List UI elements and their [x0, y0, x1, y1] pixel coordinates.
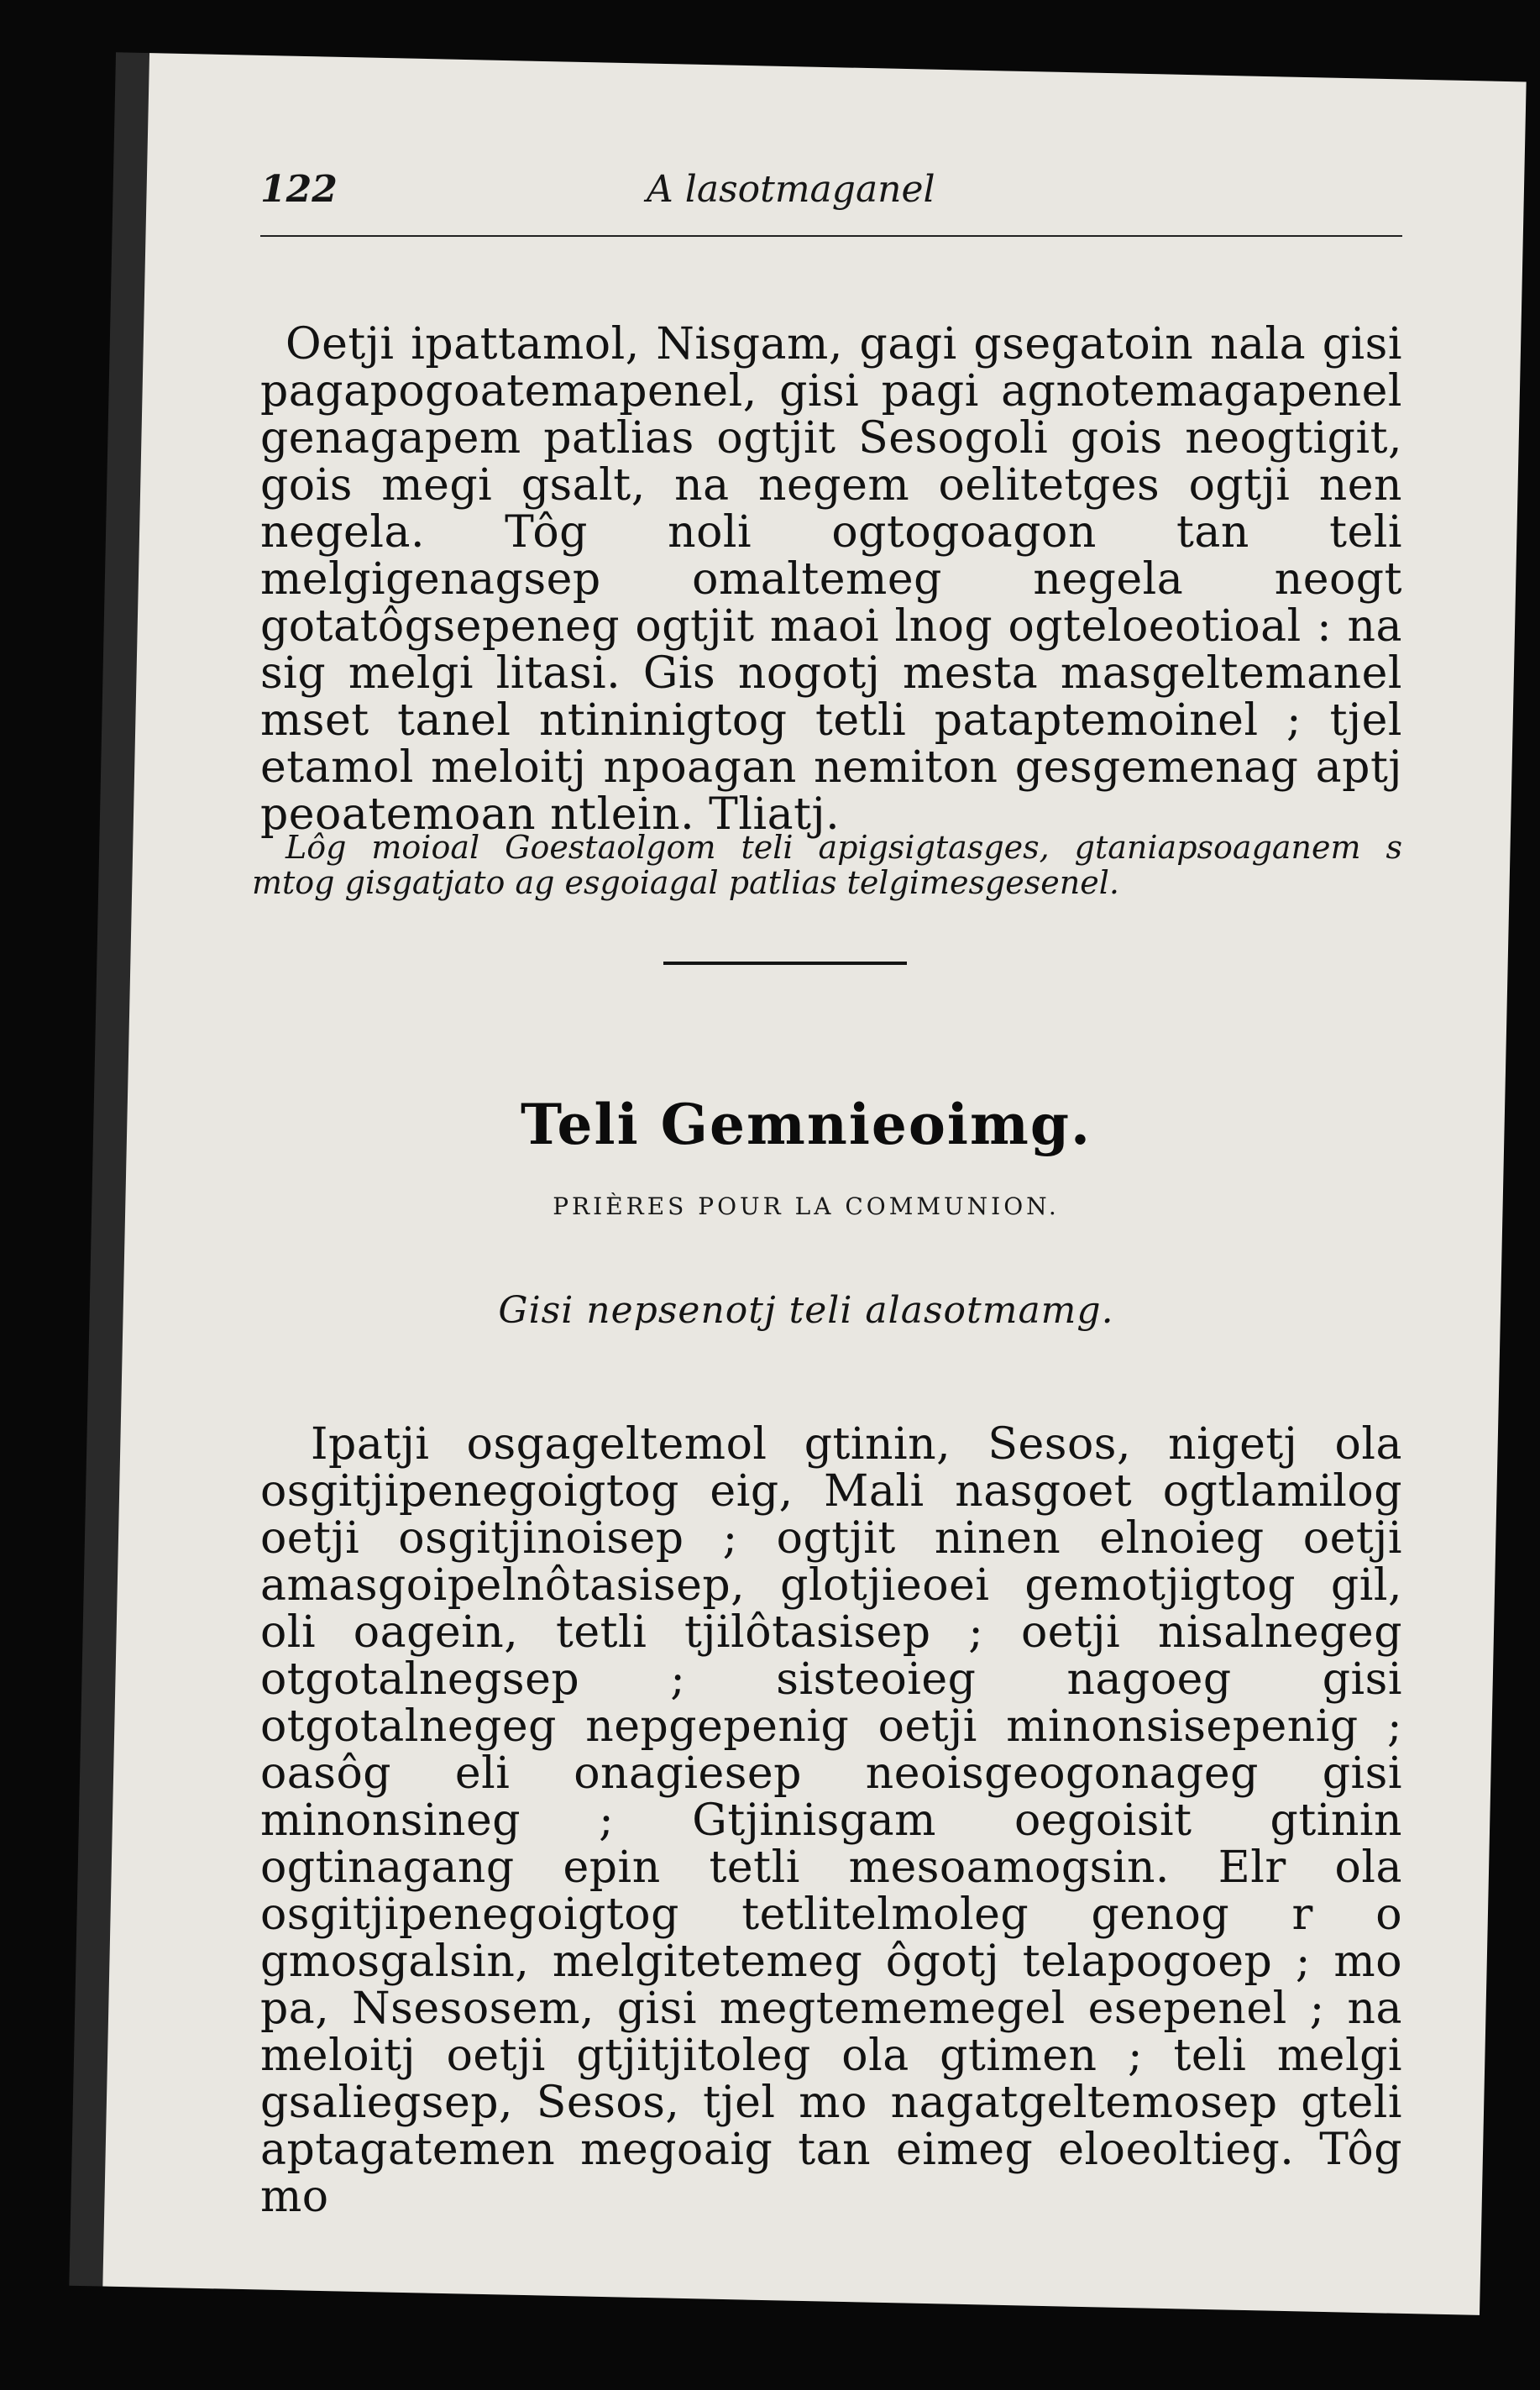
- page-header: [260, 168, 1402, 237]
- paragraph-1: Oetji ipattamol, Nisgam, gagi gsegatoin nala gisi pagapogoatemapenel, gisi pagi agnotemagapenel genagapem patlias ogtjit Sesogoli gois neogtigit, gois megi gsalt, na negem oelitetges ogtji nen negela. Tôg noli ogtogoagon tan teli melgigenagsep omaltemeg negela neogt gotatôgsepeneg ogtjit maoi lnog ogteloeotioal : na sig melgi litasi. Gis nogotj mesta masgeltemanel mset tanel ntininigtog tetli pataptemoinel ; tjel etamol meloitj npoagan nemiton gesgemenag aptj peoatemoan ntlein. Tliatj.: [260, 319, 1402, 840]
- running-title: A lasotmaganel: [647, 168, 935, 211]
- prayer-title: Gisi nepsenotj teli alasotmamg.: [498, 1289, 1114, 1332]
- page-number: 122: [260, 168, 338, 211]
- italic-note: Lôg moioal Goestaolgom teli apigsigtasges, gtaniapsoaganem s mtog gisgatjato ag esgoiagal patlias telgimesgesenel.: [252, 829, 1402, 901]
- paragraph-2: Ipatji osgageltemol gtinin, Sesos, nigetj ola osgitjipenegoigtog eig, Mali nasgoet ogtlamilog oetji osgitjinoisep ; ogtjit ninen elnoieg oetji amasgoipelnôtasisep, glotjieoei gemotjigtog gil, oli oagein, tetli tjilôtasisep ; oetji nisalnegeg otgotalnegsep ; sisteoieg nagoeg gisi otgotalnegeg nepgepenig oetji minonsisepenig ; oasôg eli onagiesep neoisgeogonageg gisi minonsineg ; Gtjinisgam oegoisit gtinin ogtinagang epin tetli mesoamogsin. Elr ola osgitjipenegoigtog tetlitelmoleg genog r o gmosgalsin, melgitetemeg ôgotj telapogoep ; mo pa, Nsesosem, gisi megtememegel esepenel ; na meloitj oetji gtjitjitoleg ola gtimen ; teli melgi gsaliegsep, Sesos, tjel mo nagatgeltemosep gteli aptagatemen megoaig tan eimeg eloeoltieg. Tôg mo: [260, 1419, 1402, 2222]
- section-divider: [663, 962, 907, 965]
- section-title: Teli Gemnieoimg.: [521, 1092, 1092, 1157]
- section-subtitle: PRIÈRES POUR LA COMMUNION.: [553, 1192, 1060, 1220]
